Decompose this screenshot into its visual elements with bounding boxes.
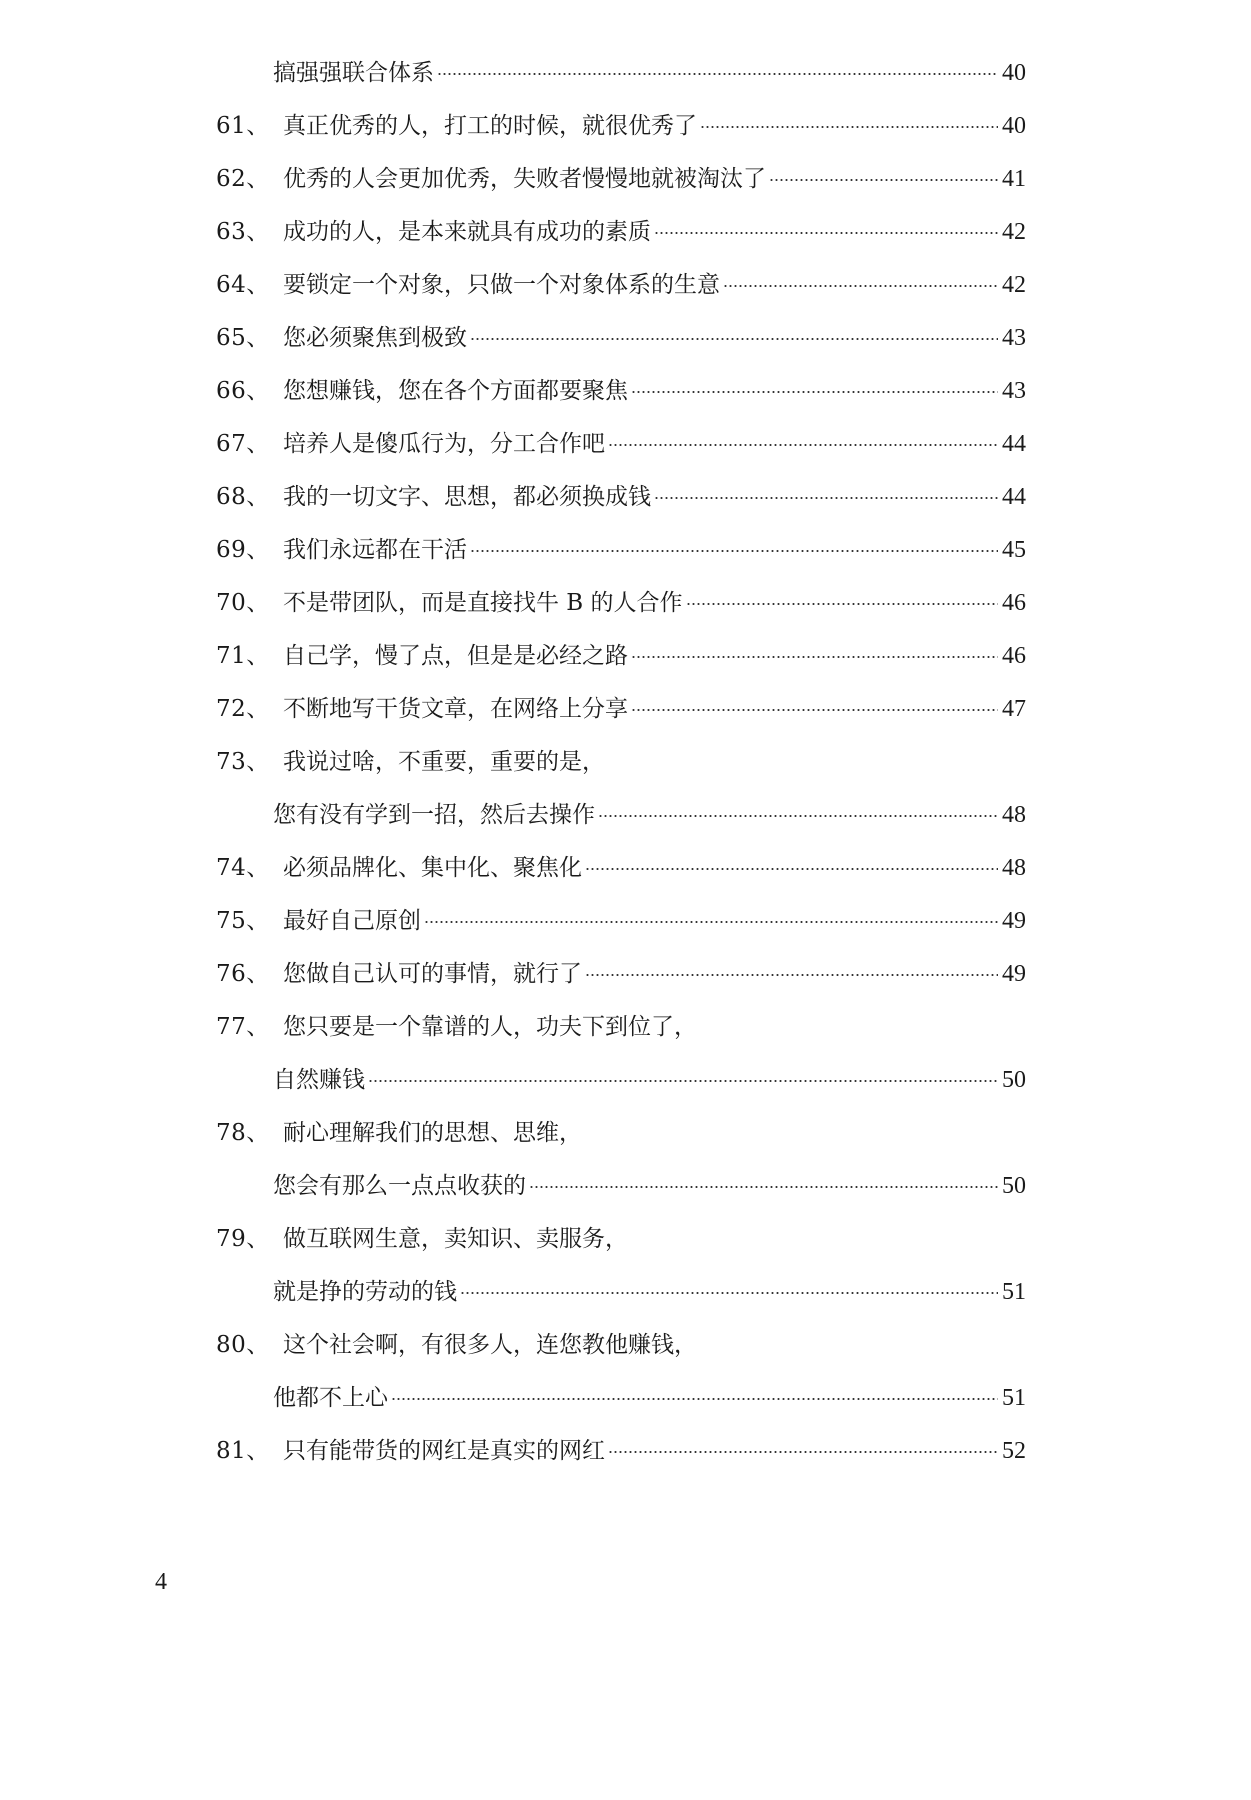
dot-leader <box>631 709 998 711</box>
toc-entry[interactable] <box>0 1171 1251 1224</box>
toc-entry-content <box>283 906 1026 936</box>
toc-entry[interactable] <box>0 164 1251 217</box>
dot-leader <box>723 285 998 287</box>
toc-entry-content <box>273 1171 1026 1201</box>
toc-entry-title: 优秀的人会更加优秀，失败者慢慢地就被淘汰了 <box>283 166 766 192</box>
toc-entry-number: 80、 <box>216 1332 270 1358</box>
toc-entry-title: 搞强强联合体系 <box>273 60 434 86</box>
toc-entry-number: 76、 <box>216 961 270 987</box>
toc-entry-title: 不断地写干货文章，在网络上分享 <box>283 696 628 722</box>
toc-entry[interactable] <box>0 1277 1251 1330</box>
toc-entry-title: 您必须聚焦到极致 <box>283 325 467 351</box>
toc-entry-page: 51 <box>1002 1385 1026 1411</box>
toc-entry-content <box>283 1330 697 1360</box>
dot-leader <box>368 1080 998 1082</box>
toc-entry-title: 必须品牌化、集中化、聚焦化 <box>283 855 582 881</box>
toc-entry-page: 46 <box>1002 590 1026 616</box>
toc-entry[interactable] <box>0 270 1251 323</box>
toc-entry-number: 70、 <box>216 590 270 616</box>
toc-entry[interactable] <box>0 429 1251 482</box>
dot-leader <box>700 126 998 128</box>
toc-entry[interactable] <box>0 1383 1251 1436</box>
toc-entry-title: 就是挣的劳动的钱 <box>273 1279 457 1305</box>
toc-entry-page: 45 <box>1002 537 1026 563</box>
toc-entry-number: 71、 <box>216 643 270 669</box>
toc-entry-content <box>283 323 1026 353</box>
toc-entry[interactable] <box>0 1118 1251 1171</box>
dot-leader <box>631 391 998 393</box>
toc-entry-title: 他都不上心 <box>273 1385 388 1411</box>
dot-leader <box>654 497 998 499</box>
toc-entry-content <box>283 1012 697 1042</box>
dot-leader <box>608 1451 998 1453</box>
toc-entry-page: 50 <box>1002 1067 1026 1093</box>
dot-leader <box>460 1292 998 1294</box>
toc-entry-content <box>283 376 1026 406</box>
toc-entry[interactable] <box>0 641 1251 694</box>
dot-leader <box>631 656 998 658</box>
toc-entry-content <box>273 58 1026 88</box>
toc-entry-content <box>273 800 1026 830</box>
toc-entry-number: 61、 <box>216 113 270 139</box>
toc-entry-content <box>283 1224 628 1254</box>
toc-entry-number: 75、 <box>216 908 270 934</box>
toc-entry-title: 您只要是一个靠谱的人，功夫下到位了， <box>283 1014 697 1040</box>
toc-entry-title: 我们永远都在干活 <box>283 537 467 563</box>
toc-entry-title: 耐心理解我们的思想、思维， <box>283 1120 582 1146</box>
toc-entry[interactable] <box>0 1065 1251 1118</box>
toc-entry-number: 68、 <box>216 484 270 510</box>
toc-entry[interactable] <box>0 58 1251 111</box>
toc-entry-content <box>283 853 1026 883</box>
toc-entry-page: 40 <box>1002 60 1026 86</box>
dot-leader <box>608 444 998 446</box>
dot-leader <box>424 921 998 923</box>
toc-entry[interactable] <box>0 1436 1251 1489</box>
toc-entry-page: 48 <box>1002 802 1026 828</box>
toc-entry-title: 做互联网生意，卖知识、卖服务， <box>283 1226 628 1252</box>
dot-leader <box>437 73 998 75</box>
toc-entry-content <box>283 959 1026 989</box>
toc-entry-content <box>273 1277 1026 1307</box>
toc-entry-number: 65、 <box>216 325 270 351</box>
toc-entry-content <box>283 482 1026 512</box>
toc-entry-content <box>273 1383 1026 1413</box>
toc-entry-page: 49 <box>1002 908 1026 934</box>
toc-entry-page: 42 <box>1002 272 1026 298</box>
toc-entry[interactable] <box>0 853 1251 906</box>
toc-entry-page: 42 <box>1002 219 1026 245</box>
toc-entry-title: 最好自己原创 <box>283 908 421 934</box>
toc-entry-number: 79、 <box>216 1226 270 1252</box>
toc-entry-content <box>283 1118 582 1148</box>
toc-entry-content <box>283 111 1026 141</box>
toc-entry-number: 69、 <box>216 537 270 563</box>
toc-entry-title: 您做自己认可的事情，就行了 <box>283 961 582 987</box>
toc-entry-number: 66、 <box>216 378 270 404</box>
toc-entry-page: 41 <box>1002 166 1026 192</box>
toc-entry-title: 要锁定一个对象，只做一个对象体系的生意 <box>283 272 720 298</box>
toc-entry-content <box>283 164 1026 194</box>
toc-entry[interactable] <box>0 217 1251 270</box>
toc-entry-title: 只有能带货的网红是真实的网红 <box>283 1438 605 1464</box>
toc-entry[interactable] <box>0 535 1251 588</box>
toc-entry[interactable] <box>0 482 1251 535</box>
toc-entry-title: 成功的人，是本来就具有成功的素质 <box>283 219 651 245</box>
dot-leader <box>598 815 998 817</box>
toc-entry-title: 您想赚钱，您在各个方面都要聚焦 <box>283 378 628 404</box>
toc-entry[interactable] <box>0 747 1251 800</box>
toc-entry-content <box>283 429 1026 459</box>
toc-entry-number: 74、 <box>216 855 270 881</box>
toc-entry-content <box>283 588 1026 618</box>
toc-entry-number: 62、 <box>216 166 270 192</box>
toc-entry-page: 43 <box>1002 325 1026 351</box>
toc-entry-number: 81、 <box>216 1438 270 1464</box>
toc-entry[interactable] <box>0 1330 1251 1383</box>
toc-entry-title: 这个社会啊，有很多人，连您教他赚钱， <box>283 1332 697 1358</box>
toc-entry-page: 50 <box>1002 1173 1026 1199</box>
toc-entry-page: 44 <box>1002 431 1026 457</box>
toc-entry[interactable] <box>0 376 1251 429</box>
page-number: 4 <box>155 1569 167 1595</box>
toc-entry-content <box>273 1065 1026 1095</box>
toc-entry-content <box>283 747 605 777</box>
toc-entry-page: 43 <box>1002 378 1026 404</box>
toc-entry-page: 40 <box>1002 113 1026 139</box>
toc-entry-title: 自然赚钱 <box>273 1067 365 1093</box>
toc-entry-number: 72、 <box>216 696 270 722</box>
toc-entry[interactable] <box>0 588 1251 641</box>
toc-entry-title: 您会有那么一点点收获的 <box>273 1173 526 1199</box>
toc-entry-number: 73、 <box>216 749 270 775</box>
dot-leader <box>769 179 998 181</box>
toc-entry-number: 63、 <box>216 219 270 245</box>
toc-entry-page: 52 <box>1002 1438 1026 1464</box>
toc-entry-title: 我说过啥，不重要，重要的是， <box>283 749 605 775</box>
toc-entry-content <box>283 270 1026 300</box>
dot-leader <box>654 232 998 234</box>
toc-entry-content <box>283 1436 1026 1466</box>
dot-leader <box>529 1186 998 1188</box>
toc-entry-title: 真正优秀的人，打工的时候，就很优秀了 <box>283 113 697 139</box>
toc-entry-content <box>283 217 1026 247</box>
toc-entry-title: 自己学，慢了点，但是是必经之路 <box>283 643 628 669</box>
toc-entry[interactable] <box>0 959 1251 1012</box>
toc-entry[interactable] <box>0 323 1251 376</box>
dot-leader <box>585 868 998 870</box>
toc-entry-title: 不是带团队，而是直接找牛 B 的人合作 <box>283 590 683 616</box>
toc-entry-page: 47 <box>1002 696 1026 722</box>
toc-entry[interactable] <box>0 1224 1251 1277</box>
toc-entry-title: 培养人是傻瓜行为，分工合作吧 <box>283 431 605 457</box>
toc-entry-number: 67、 <box>216 431 270 457</box>
toc-entry[interactable] <box>0 906 1251 959</box>
toc-entry-title: 您有没有学到一招，然后去操作 <box>273 802 595 828</box>
toc-entry[interactable] <box>0 800 1251 853</box>
toc-entry-page: 48 <box>1002 855 1026 881</box>
toc-entry-content <box>283 535 1026 565</box>
dot-leader <box>470 550 998 552</box>
toc-entry-page: 44 <box>1002 484 1026 510</box>
toc-entry-page: 49 <box>1002 961 1026 987</box>
toc-entry-page: 46 <box>1002 643 1026 669</box>
dot-leader <box>686 603 998 605</box>
dot-leader <box>391 1398 998 1400</box>
toc-entry-page: 51 <box>1002 1279 1026 1305</box>
toc-entry-content <box>283 694 1026 724</box>
dot-leader <box>585 974 998 976</box>
toc-entry-title: 我的一切文字、思想，都必须换成钱 <box>283 484 651 510</box>
dot-leader <box>470 338 998 340</box>
toc-entry[interactable] <box>0 694 1251 747</box>
toc-entry-number: 78、 <box>216 1120 270 1146</box>
toc-entry[interactable] <box>0 111 1251 164</box>
toc-entry-number: 77、 <box>216 1014 270 1040</box>
table-of-contents <box>0 58 1251 1489</box>
toc-entry-number: 64、 <box>216 272 270 298</box>
toc-entry-content <box>283 641 1026 671</box>
toc-entry[interactable] <box>0 1012 1251 1065</box>
